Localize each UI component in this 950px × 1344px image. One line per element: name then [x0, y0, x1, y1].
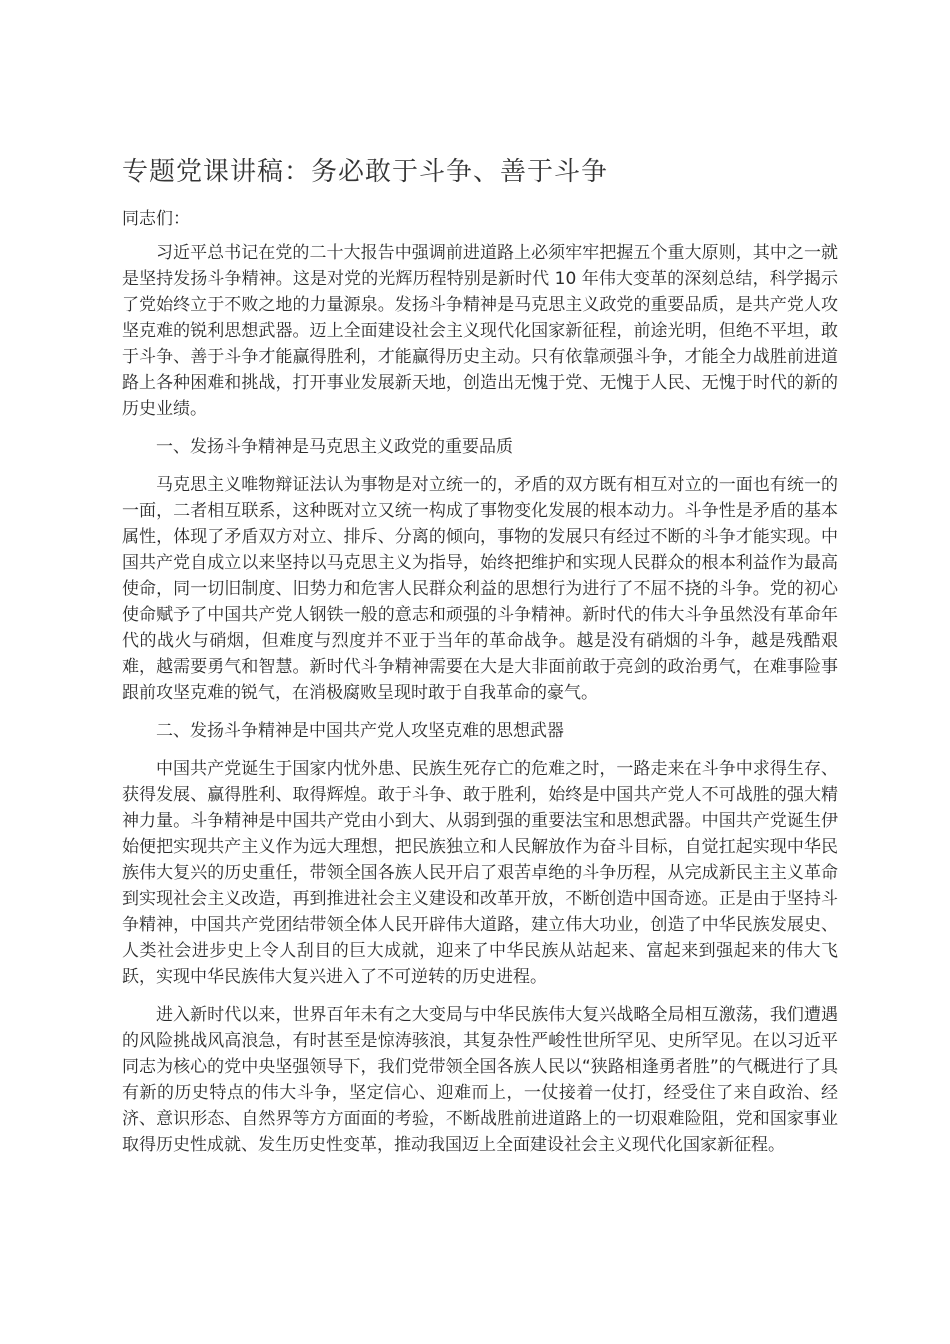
section-2-paragraph-1: 中国共产党诞生于国家内忧外患、民族生死存亡的危难之时，一路走来在斗争中求得生存、获得发展、赢得胜利、取得辉煌。敢于斗争、敢于胜利，始终是中国共产党人不可战胜的强大精神力量。斗争精神是中国共产党由小到大、从弱到强的重要法宝和思想武器。中国共产党诞生伊始便把实现共产主义作为远大理想，把民族独立和人民解放作为奋斗目标，自觉扛起实现中华民族伟大复兴的历史重任，带领全国各族人民开启了艰苦卓绝的斗争历程，从完成新民主主义革命到实现社会主义改造，再到推进社会主义建设和改革开放，不断创造中国奇迹。正是由于坚持斗争精神，中国共产党团结带领全体人民开辟伟大道路，建立伟大功业，创造了中华民族发展史、人类社会进步史上令人刮目的巨大成就，迎来了中华民族从站起来、富起来到强起来的伟大飞跃，实现中华民族伟大复兴进入了不可逆转的历史进程。	[122, 759, 838, 987]
intro-paragraph: 习近平总书记在党的二十大报告中强调前进道路上必须牢牢把握五个重大原则，其中之一就是坚持发扬斗争精神。这是对党的光辉历程特别是新时代 10 年伟大变革的深刻总结，科学揭示了党始终立于不败之地的力量源泉。发扬斗争精神是马克思主义政党的重要品质，是共产党人攻坚克难的锐利思想武器。迈上全面建设社会主义现代化国家新征程，前途光明，但绝不平坦，敢于斗争、善于斗争才能赢得胜利，才能赢得历史主动。只有依靠顽强斗争，才能全力战胜前进道路上各种困难和挑战，打开事业发展新天地，创造出无愧于党、无愧于人民、无愧于时代的新的历史业绩。	[122, 243, 838, 419]
section-2-paragraph-2: 进入新时代以来，世界百年未有之大变局与中华民族伟大复兴战略全局相互激荡，我们遭遇的风险挑战风高浪急，有时甚至是惊涛骇浪，其复杂性严峻性世所罕见、史所罕见。在以习近平同志为核心的党中央坚强领导下，我们党带领全国各族人民以“狭路相逢勇者胜”的气概进行了具有新的历史特点的伟大斗争，坚定信心、迎难而上，一仗接着一仗打，经受住了来自政治、经济、意识形态、自然界等方方面面的考验，不断战胜前进道路上的一切艰难险阻，党和国家事业取得历史性成就、发生历史性变革，推动我国迈上全面建设社会主义现代化国家新征程。	[122, 1005, 838, 1155]
document-title: 专题党课讲稿：务必敢于斗争、善于斗争	[122, 157, 609, 187]
salutation: 同志们：	[122, 209, 190, 229]
section-1-paragraph: 马克思主义唯物辩证法认为事物是对立统一的，矛盾的双方既有相互对立的一面也有统一的一面，二者相互联系，这种既对立又统一构成了事物变化发展的根本动力。斗争性是矛盾的基本属性，体现了矛盾双方对立、排斥、分离的倾向，事物的发展只有经过不断的斗争才能实现。中国共产党自成立以来坚持以马克思主义为指导，始终把维护和实现人民群众的根本利益作为最高使命，同一切旧制度、旧势力和危害人民群众利益的思想行为进行了不屈不挠的斗争。党的初心使命赋予了中国共产党人钢铁一般的意志和顽强的斗争精神。新时代的伟大斗争虽然没有革命年代的战火与硝烟，但难度与烈度并不亚于当年的革命战争。越是没有硝烟的斗争，越是残酷艰难，越需要勇气和智慧。新时代斗争精神需要在大是大非面前敢于亮剑的政治勇气，在难事险事跟前攻坚克难的锐气，在消极腐败呈现时敢于自我革命的豪气。	[122, 475, 838, 703]
section-1-heading: 一、发扬斗争精神是马克思主义政党的重要品质	[156, 437, 513, 457]
document-page	[122, 150, 838, 1170]
section-2-heading: 二、发扬斗争精神是中国共产党人攻坚克难的思想武器	[156, 721, 564, 741]
